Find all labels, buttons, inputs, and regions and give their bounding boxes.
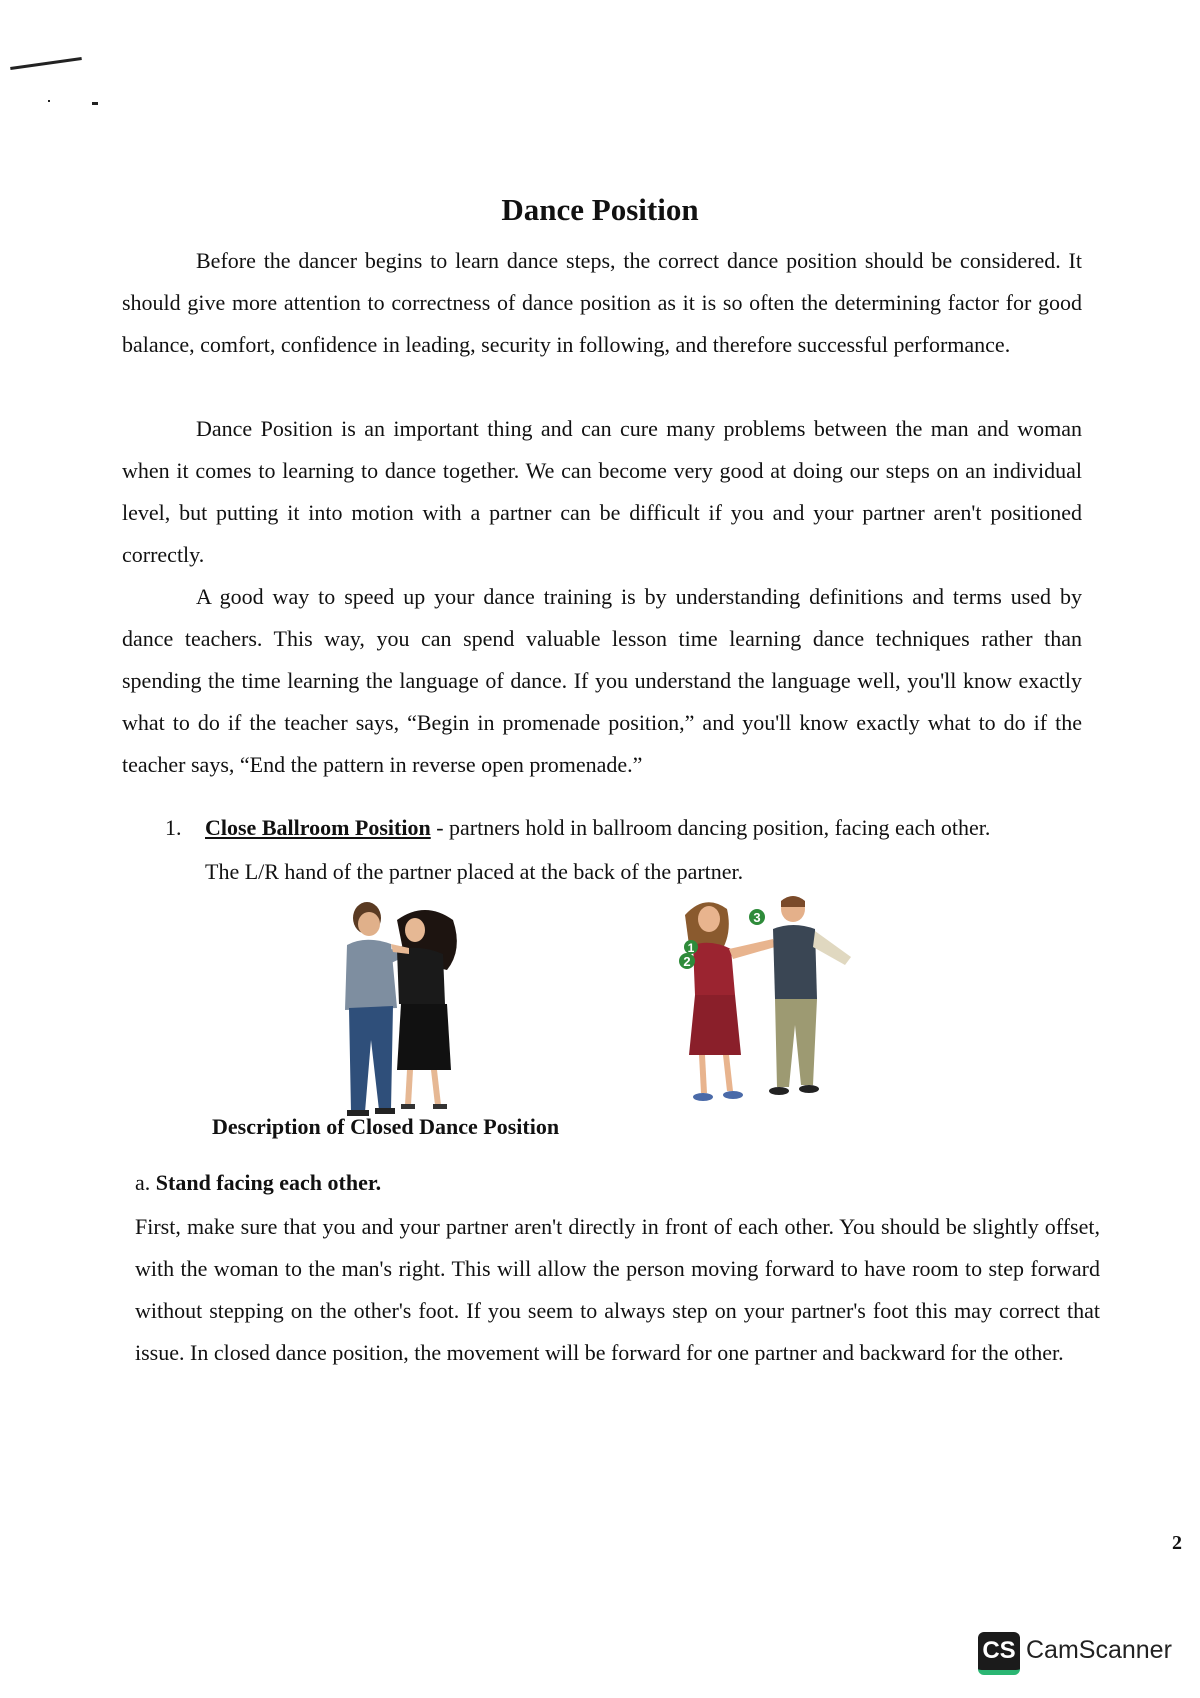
camscanner-watermark: CamScanner bbox=[1026, 1636, 1172, 1664]
paragraph-intro: Before the dancer begins to learn dance steps, the correct dance position should be considered. It should give more attention to correctness of dance position as it is so often the determining factor for good balance, comfort, confidence in leading, security in following, and therefore successful performance. bbox=[122, 248, 1082, 357]
scan-smudge-line bbox=[10, 57, 82, 70]
paragraph-importance: Dance Position is an important thing and can cure many problems between the man and woman when it comes to learning to dance together. We can become very good at doing our steps on an individual level, but putting it into motion with a partner can be difficult if you and your partner aren't positioned correctly. bbox=[122, 416, 1082, 567]
page-number: 2 bbox=[1172, 1532, 1182, 1554]
woman-figure-red-dress bbox=[685, 902, 775, 1101]
scan-smudge-dot bbox=[48, 100, 50, 102]
step-marker-1: 1 bbox=[687, 941, 695, 955]
couple-illustration-right bbox=[675, 895, 870, 1110]
scan-smudge-dot bbox=[92, 102, 98, 105]
list-text-line2: The L/R hand of the partner placed at the back of the partner. bbox=[205, 859, 744, 884]
couple-illustration-left bbox=[335, 900, 485, 1120]
subsection-title: Stand facing each other. bbox=[155, 1170, 382, 1195]
list-number: 1. bbox=[165, 815, 182, 840]
subsection-heading bbox=[135, 1170, 381, 1196]
camscanner-logo-icon: CS bbox=[978, 1632, 1020, 1675]
step-marker-3: 3 bbox=[753, 910, 761, 925]
page-title: Dance Position bbox=[501, 192, 699, 227]
step-marker-2: 2 bbox=[683, 954, 691, 969]
paragraph-stand-facing: First, make sure that you and your partner aren't directly in front of each other. You should be slightly offset, with the woman to the man's right. This will allow the person moving forward to have room to step forward without stepping on the other's foot. If you seem to always step on your partner's foot this may correct that issue. In closed dance position, the movement will be forward for one partner and backward for the other. bbox=[135, 1214, 1100, 1365]
list-text-line1: - partners hold in ballroom dancing position, facing each other. bbox=[430, 815, 991, 840]
subsection-label: a. bbox=[135, 1170, 151, 1195]
woman-figure bbox=[391, 910, 457, 1109]
figure-caption: Description of Closed Dance Position bbox=[212, 1114, 560, 1139]
list-item-close-ballroom bbox=[165, 806, 1095, 894]
list-term: Close Ballroom Position bbox=[205, 815, 431, 840]
paragraph-terms: A good way to speed up your dance training is by understanding definitions and terms used by dance teachers. This way, you can spend valuable lesson time learning dance techniques rather than spending the time learning the language of dance. If you understand the language well, you'll know exactly what to do if the teacher says, “Begin in promenade position,” and you'll know exactly what to do if the teacher says, “End the pattern in reverse open promenade.” bbox=[122, 584, 1082, 777]
man-figure-vest bbox=[769, 896, 851, 1095]
